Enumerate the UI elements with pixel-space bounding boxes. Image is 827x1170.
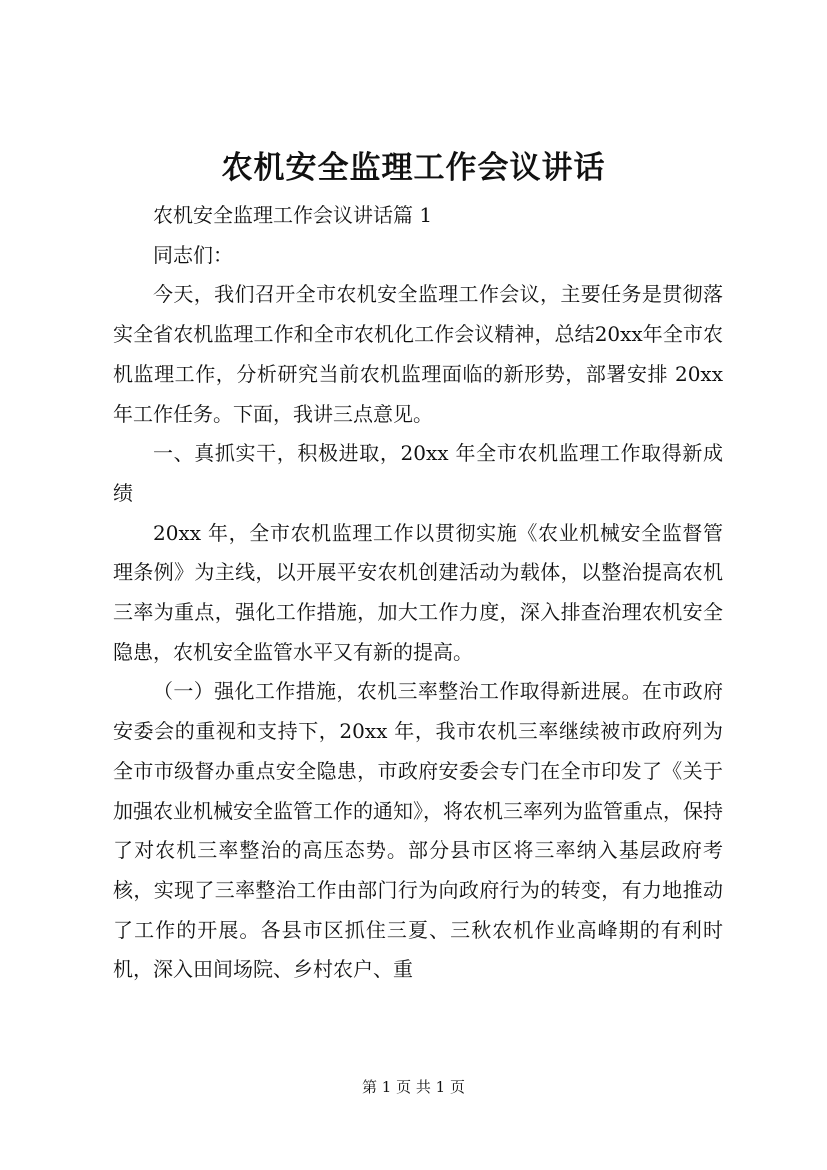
salutation: 同志们： bbox=[153, 242, 233, 267]
document-title: 农机安全监理工作会议讲话 bbox=[221, 150, 606, 186]
paragraph: 20xx 年，全市农机监理工作以贯彻实施《农业机械安全监督管理条例》为主线，以开展平安农机创建活动为载体，以整治提高农机三率为重点，强化工作措施，加大工作力度，深入排查治理农机安全隐患，农机安全监管水平又有新的提高。 bbox=[113, 520, 723, 664]
paragraph: 今天，我们召开全市农机安全监理工作会议，主要任务是贯彻落实全省农机监理工作和全市农机化工作会议精神，总结20xx年全市农机监理工作，分析研究当前农机监理面临的新形势，部署安排 20xx 年工作任务。下面，我讲三点意见。 bbox=[113, 282, 723, 426]
section-heading: 一、真抓实干，积极进取，20xx 年全市农机监理工作取得新成绩 bbox=[113, 441, 723, 505]
paragraph: （一）强化工作措施，农机三率整治工作取得新进展。在市政府安委会的重视和支持下，20xx 年，我市农机三率继续被市政府列为全市市级督办重点安全隐患，市政府安委会专门在全市印发了《关于加强农业机械安全监管工作的通知》，将农机三率列为监管重点，保持了对农机三率整治的高压态势。部分县市区将三率纳入基层政府考核，实现了三率整治工作由部门行为向政府行为的转变，有力地推动了工作的开展。各县市区抓住三夏、三秋农机作业高峰期的有利时机，深入田间场院、乡村农户、重 bbox=[113, 679, 723, 982]
page-footer: 第 1 页 共 1 页 bbox=[362, 1078, 465, 1096]
document-subtitle: 农机安全监理工作会议讲话篇 1 bbox=[153, 203, 433, 227]
document-body bbox=[113, 196, 723, 990]
